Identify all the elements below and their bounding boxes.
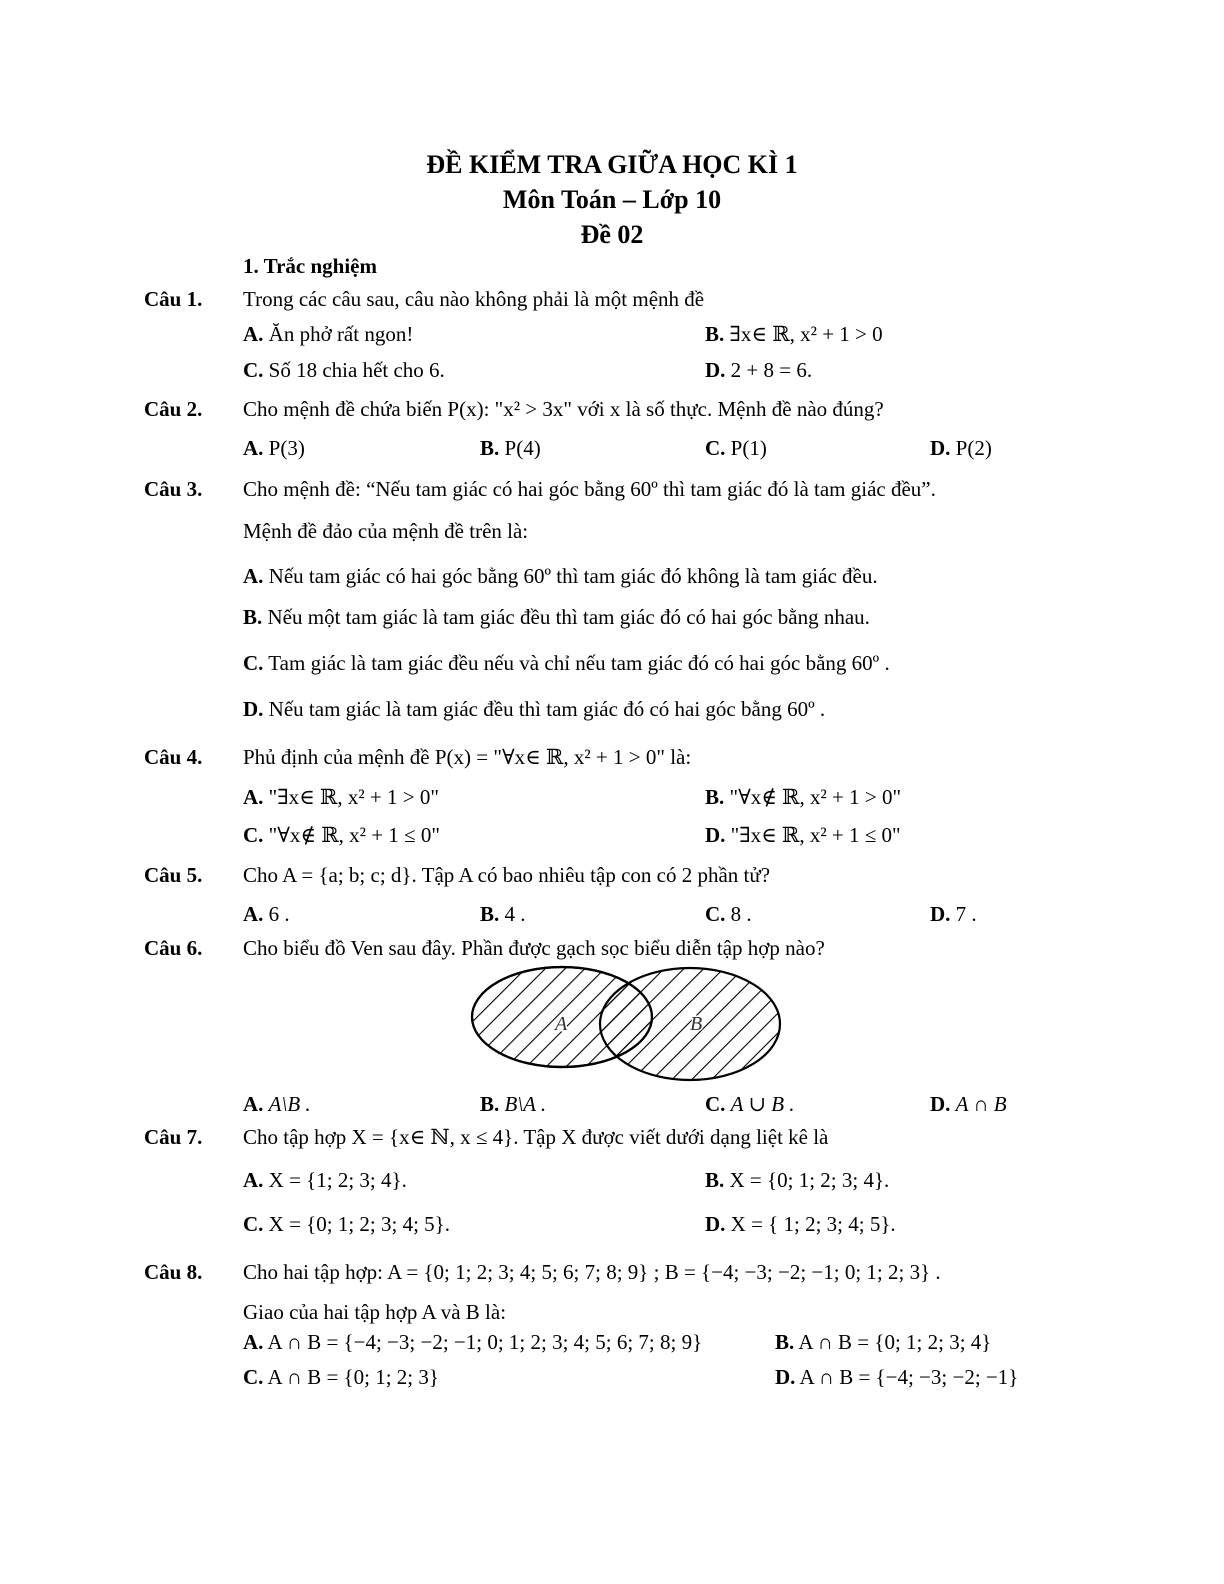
q4-option-b [705, 784, 901, 810]
option-key: C. [243, 1212, 264, 1236]
q7-option-d [705, 1211, 896, 1237]
option-text: A ∪ B . [730, 1092, 795, 1116]
option-text: X = {1; 2; 3; 4}. [268, 1168, 407, 1192]
option-text: 2 + 8 = 6. [730, 358, 813, 382]
q7-option-b [705, 1167, 889, 1193]
option-text: P(1) [730, 436, 767, 460]
question-1-label: Câu 1. [144, 287, 203, 311]
option-key: B. [480, 436, 500, 460]
option-key: B. [480, 1092, 500, 1116]
option-text: Nếu tam giác là tam giác đều thì tam giác đó có hai góc bằng 60º . [268, 697, 826, 721]
option-text: Tam giác là tam giác đều nếu và chỉ nếu tam giác đó có hai góc bằng 60º . [268, 651, 890, 675]
q2-option-c [705, 435, 767, 461]
option-key: A. [243, 1330, 264, 1354]
venn-diagram [470, 964, 790, 1084]
q5-option-b [480, 901, 526, 927]
option-text: Ăn phở rất ngon! [268, 322, 414, 346]
option-text: A ∩ B = {0; 1; 2; 3; 4} [798, 1330, 992, 1354]
q2-option-b [480, 435, 541, 461]
section-heading: 1. Trắc nghiệm [243, 254, 377, 278]
option-text: "∀x∉ ℝ, x² + 1 ≤ 0" [268, 823, 440, 847]
question-6-label: Câu 6. [144, 936, 203, 960]
question-4-text: Phủ định của mệnh đề P(x) = "∀x∈ ℝ, x² + 1 > 0" là: [243, 745, 692, 769]
option-text: X = { 1; 2; 3; 4; 5}. [730, 1212, 896, 1236]
question-5-text: Cho A = {a; b; c; d}. Tập A có bao nhiêu tập con có 2 phần tử? [243, 863, 771, 887]
option-key: A. [243, 1092, 264, 1116]
q6-option-d [930, 1091, 1007, 1117]
option-key: C. [705, 902, 726, 926]
option-key: D. [930, 902, 951, 926]
q4-option-a [243, 784, 439, 810]
option-key: D. [930, 436, 951, 460]
option-key: D. [705, 823, 726, 847]
option-text: 6 . [268, 902, 290, 926]
q7-option-a [243, 1167, 407, 1193]
q3-option-b [243, 604, 870, 630]
option-key: A. [243, 785, 264, 809]
q1-option-a [243, 321, 413, 347]
q5-option-d [930, 901, 977, 927]
option-text: 4 . [504, 902, 526, 926]
option-key: B. [480, 902, 500, 926]
question-5-label: Câu 5. [144, 863, 203, 887]
q8-option-c [243, 1364, 439, 1390]
option-text: A ∩ B [955, 1092, 1007, 1116]
question-2-text: Cho mệnh đề chứa biến P(x): "x² > 3x" với x là số thực. Mệnh đề nào đúng? [243, 397, 884, 421]
q5-option-c [705, 901, 752, 927]
option-text: A ∩ B = {−4; −3; −2; −1; 0; 1; 2; 3; 4; 5; 6; 7; 8; 9} [267, 1330, 703, 1354]
question-2-label: Câu 2. [144, 397, 203, 421]
option-key: A. [243, 322, 264, 346]
option-text: 7 . [955, 902, 977, 926]
option-key: D. [705, 1212, 726, 1236]
option-text: P(3) [268, 436, 305, 460]
question-7-text: Cho tập hợp X = {x∈ ℕ, x ≤ 4}. Tập X được viết dưới dạng liệt kê là [243, 1125, 829, 1149]
question-3-text: Cho mệnh đề: “Nếu tam giác có hai góc bằng 60º thì tam giác đó là tam giác đều”. [243, 477, 936, 501]
option-text: Nếu một tam giác là tam giác đều thì tam giác đó có hai góc bằng nhau. [267, 605, 870, 629]
question-8-label: Câu 8. [144, 1260, 203, 1284]
option-key: B. [705, 1168, 725, 1192]
option-text: P(4) [504, 436, 541, 460]
question-3-text-2: Mệnh đề đảo của mệnh đề trên là: [243, 519, 529, 543]
option-key: D. [775, 1365, 796, 1389]
q3-option-a [243, 563, 878, 589]
option-key: B. [705, 322, 725, 346]
question-8-text-2: Giao của hai tập hợp A và B là: [243, 1300, 507, 1324]
set-b-label: B [690, 1013, 703, 1035]
q6-option-a [243, 1091, 311, 1117]
option-text: Nếu tam giác có hai góc bằng 60º thì tam giác đó không là tam giác đều. [268, 564, 878, 588]
option-text: A\B . [268, 1092, 311, 1116]
option-text: B\A . [504, 1092, 547, 1116]
q3-option-c [243, 650, 890, 676]
option-key: C. [243, 823, 264, 847]
option-key: D. [243, 697, 264, 721]
option-text: X = {0; 1; 2; 3; 4}. [729, 1168, 890, 1192]
q1-option-d [705, 357, 812, 383]
option-text: 8 . [730, 902, 752, 926]
option-key: C. [243, 1365, 264, 1389]
option-key: A. [243, 564, 264, 588]
q1-option-c [243, 357, 445, 383]
option-text: "∀x∉ ℝ, x² + 1 > 0" [729, 785, 902, 809]
question-6-text: Cho biểu đồ Ven sau đây. Phần được gạch sọc biểu diễn tập hợp nào? [243, 936, 825, 960]
option-key: B. [705, 785, 725, 809]
question-7-label: Câu 7. [144, 1125, 203, 1149]
option-key: B. [775, 1330, 795, 1354]
exam-code: Đề 02 [580, 220, 644, 249]
question-3-label: Câu 3. [144, 477, 203, 501]
option-key: C. [705, 1092, 726, 1116]
q4-option-d [705, 822, 901, 848]
option-text: "∃x∈ ℝ, x² + 1 ≤ 0" [730, 823, 901, 847]
option-key: B. [243, 605, 263, 629]
q1-option-b [705, 321, 883, 347]
q6-option-c [705, 1091, 795, 1117]
q4-option-c [243, 822, 440, 848]
q7-option-c [243, 1211, 450, 1237]
q8-option-b [775, 1329, 991, 1355]
option-text: Số 18 chia hết cho 6. [268, 358, 445, 382]
option-text: ∃x∈ ℝ, x² + 1 > 0 [729, 322, 883, 346]
q8-option-a [243, 1329, 702, 1355]
set-a-label: A [555, 1013, 568, 1035]
q3-option-d [243, 696, 825, 722]
option-text: A ∩ B = {0; 1; 2; 3} [267, 1365, 439, 1389]
option-text: X = {0; 1; 2; 3; 4; 5}. [268, 1212, 451, 1236]
option-key: C. [243, 651, 264, 675]
exam-title: ĐỀ KIỂM TRA GIỮA HỌC KÌ 1 [426, 150, 798, 179]
q5-option-a [243, 901, 290, 927]
option-key: D. [705, 358, 726, 382]
q2-option-d [930, 435, 992, 461]
question-4-label: Câu 4. [144, 745, 203, 769]
q8-option-d [775, 1364, 1018, 1390]
question-1-text: Trong các câu sau, câu nào không phải là một mệnh đề [243, 287, 705, 311]
option-key: D. [930, 1092, 951, 1116]
option-text: A ∩ B = {−4; −3; −2; −1} [799, 1365, 1019, 1389]
q6-option-b [480, 1091, 546, 1117]
option-key: C. [705, 436, 726, 460]
option-key: A. [243, 1168, 264, 1192]
option-text: P(2) [955, 436, 992, 460]
option-key: C. [243, 358, 264, 382]
option-text: "∃x∈ ℝ, x² + 1 > 0" [268, 785, 439, 809]
exam-subtitle: Môn Toán – Lớp 10 [502, 185, 722, 214]
q2-option-a [243, 435, 305, 461]
option-key: A. [243, 902, 264, 926]
question-8-text: Cho hai tập hợp: A = {0; 1; 2; 3; 4; 5; 6; 7; 8; 9} ; B = {−4; −3; −2; −1; 0; 1; 2; 3} . [243, 1260, 941, 1284]
option-key: A. [243, 436, 264, 460]
